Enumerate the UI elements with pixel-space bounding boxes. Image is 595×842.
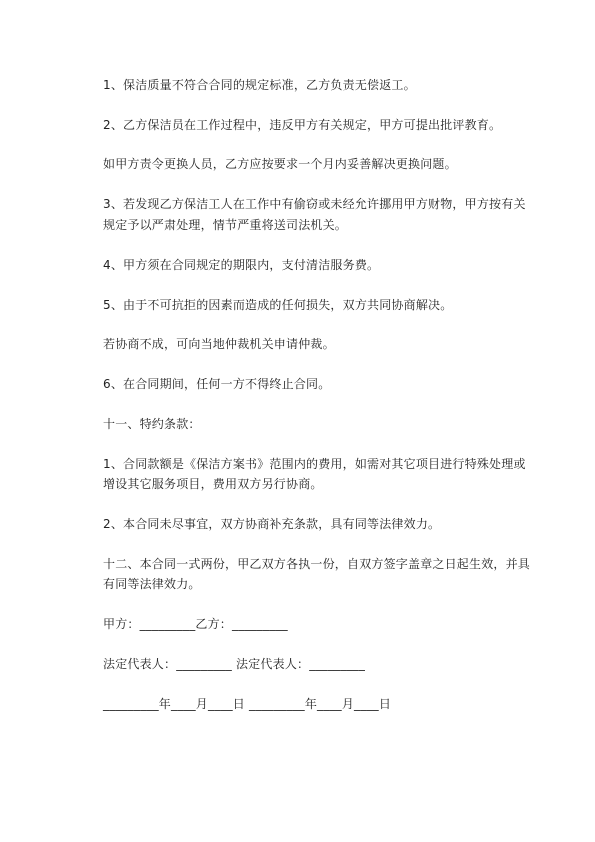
special-clause-1-line-1: 1、合同款额是《保洁方案书》范围内的费用，如需对其它项目进行特殊处理或	[103, 457, 526, 471]
section-12-line-2: 有同等法律效力。	[103, 577, 201, 591]
legal-representative-line: 法定代表人：_________ 法定代表人：_________	[103, 657, 366, 671]
clause-5-force-majeure: 5、由于不可抗拒的因素而造成的任何损失，双方共同协商解决。	[103, 298, 453, 312]
special-clause-1-line-2: 增设其它服务项目，费用双方另行协商。	[103, 477, 323, 491]
clause-4-payment: 4、甲方须在合同规定的期限内，支付清洁服务费。	[103, 258, 380, 272]
date-line: _________年____月____日 _________年____月____日	[103, 697, 392, 711]
section-12-line-1: 十二、本合同一式两份，甲乙双方各执一份，自双方签字盖章之日起生效，并具	[103, 557, 531, 571]
clause-3-theft-line-1: 3、若发现乙方保洁工人在工作中有偷窃或未经允许挪用甲方财物，甲方按有关	[103, 197, 526, 211]
section-11-heading: 十一、特约条款：	[103, 417, 201, 431]
clause-3-theft-line-2: 规定予以严肃处理，情节严重将送司法机关。	[103, 218, 348, 232]
clause-staff-replacement: 如甲方责令更换人员，乙方应按要求一个月内妥善解决更换问题。	[103, 157, 457, 171]
clause-6-termination: 6、在合同期间，任何一方不得终止合同。	[103, 377, 331, 391]
clause-arbitration: 若协商不成，可向当地仲裁机关申请仲裁。	[103, 337, 335, 351]
clause-2-violation: 2、乙方保洁员在工作过程中，违反甲方有关规定，甲方可提出批评教育。	[103, 118, 502, 132]
party-signature-line: 甲方：_________乙方：_________	[103, 617, 288, 631]
clause-1-quality: 1、保洁质量不符合合同的规定标准，乙方负责无偿返工。	[103, 78, 416, 92]
special-clause-2: 2、本合同未尽事宜，双方协商补充条款，具有同等法律效力。	[103, 517, 441, 531]
